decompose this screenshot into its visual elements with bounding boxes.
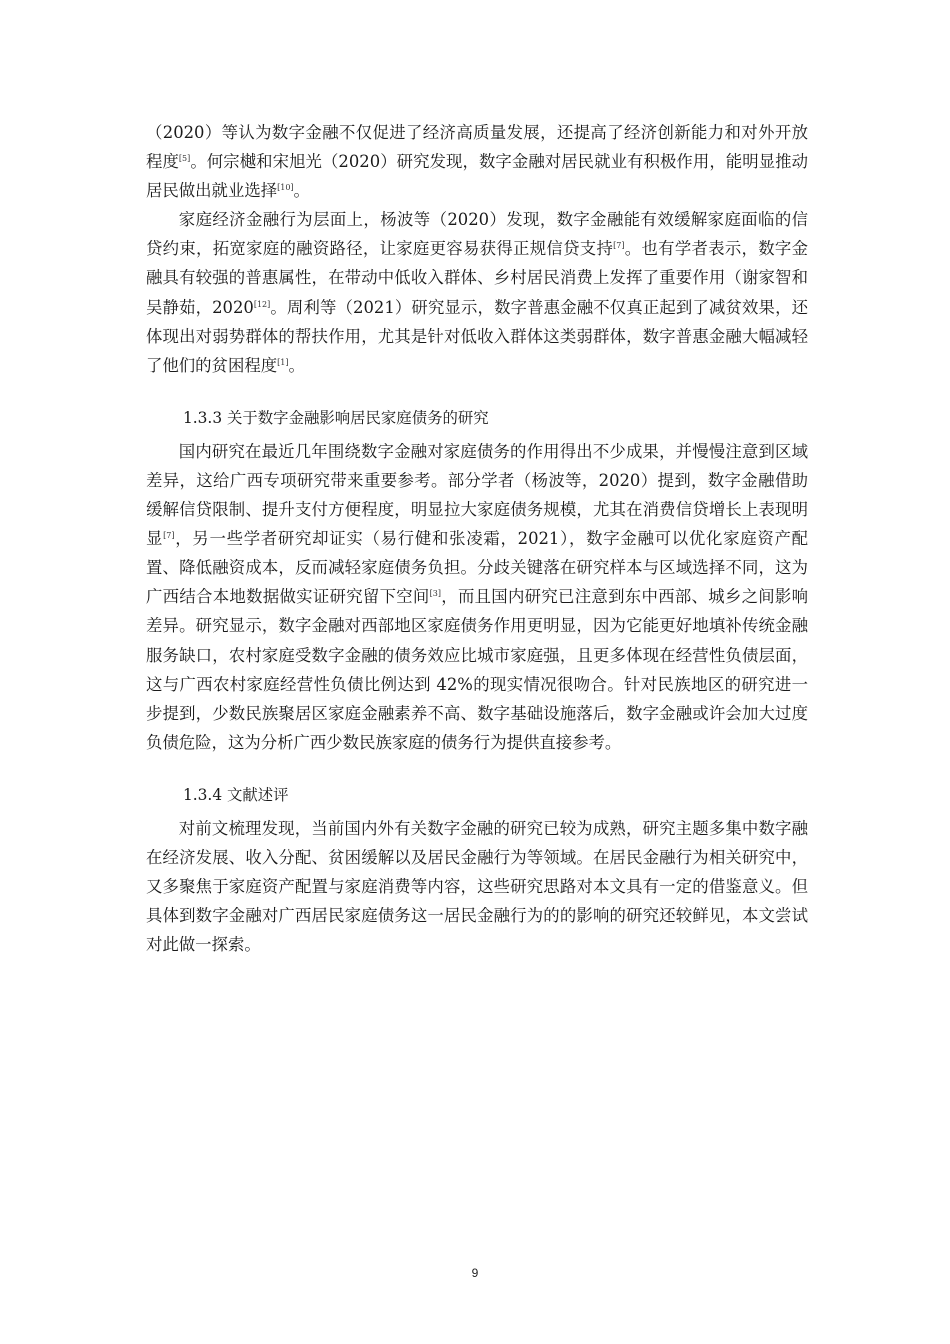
text-run: 。周利等（2021）研究显示，数字普惠金融不仅真正起到了减贫效果，还体现出对弱势群体的帮扶作用，尤其是针对低收入群体这类弱群体，数字普惠金融大幅减轻了他们的贫困程度 [146, 297, 808, 375]
citation-ref: [7] [613, 241, 625, 251]
citation-ref: [10] [277, 183, 294, 193]
section-heading: 1.3.3 关于数字金融影响居民家庭债务的研究 [182, 408, 489, 427]
citation-ref: [3] [429, 589, 441, 599]
citation-ref: [1] [277, 357, 289, 367]
paragraph [146, 814, 808, 959]
text-run: 。 [288, 355, 305, 375]
text-run: ，另一些学者研究却证实（易行健和张凌霜，2021），数字金融可以优化家庭资产配置、降低融资成本，反而减轻家庭债务负担。分歧关键落在研究样本与区域选择不同，这为广西结合本地数据做实证研究留下空间 [146, 529, 808, 607]
citation-ref: [7] [163, 531, 175, 541]
text-run: ，而且国内研究已注意到东中西部、城乡之间影响差异。研究显示，数字金融对西部地区家庭债务作用更明显，因为它能更好地填补传统金融服务缺口，农村家庭受数字金融的债务效应比城市家庭强，且更多体现在经营性负债层面，这与广西农村家庭经营性负债比例达到 42%的现实情况很吻合。针对民族地区的研究进一步提到，少数民族聚居区家庭金融素养不高、数字基础设施落后，数字金融或许会加大过度负债危险，这为分析广西少数民族家庭的债务行为提供直接参考。 [146, 587, 809, 752]
text-run: 。何宗樾和宋旭光（2020）研究发现，数字金融对居民就业有积极作用，能明显推动居民做出就业选择 [146, 152, 809, 201]
section-heading: 1.3.4 文献述评 [182, 785, 289, 804]
text-run: （2020）等认为数字金融不仅促进了经济高质量发展，还提高了经济创新能力和对外开放程度 [146, 123, 808, 172]
paragraph [146, 437, 808, 757]
citation-ref: [5] [178, 154, 191, 164]
paragraph [146, 118, 808, 205]
text-run: 。 [293, 181, 310, 201]
text-run: 家庭经济金融行为层面上，杨波等（2020）发现，数字金融能有效缓解家庭面临的信贷约束，拓宽家庭的融资路径，让家庭更容易获得正规信贷支持 [146, 210, 808, 259]
citation-ref: [12] [253, 299, 271, 309]
text-run: 对前文梳理发现，当前国内外有关数字金融的研究已较为成熟，研究主题多集中数字融在经济发展、收入分配、贫困缓解以及居民金融行为等领域。在居民金融行为相关研究中，又多聚焦于家庭资产配置与家庭消费等内容，这些研究思路对本文具有一定的借鉴意义。但具体到数字金融对广西居民家庭债务这一居民金融行为的的影响的研究还较鲜见，本文尝试对此做一探索。 [146, 818, 808, 955]
paragraph [146, 205, 808, 380]
body-text [146, 118, 808, 959]
text-run: 。也有学者表示，数字金融具有较强的普惠属性，在带动中低收入群体、乡村居民消费上发挥了重要作用（谢家智和吴静茹，2020 [146, 239, 809, 317]
page-number: 9 [471, 1266, 479, 1280]
text-run: 国内研究在最近几年围绕数字金融对家庭债务的作用得出不少成果，并慢慢注意到区域差异，这给广西专项研究带来重要参考。部分学者（杨波等，2020）提到，数字金融借助缓解信贷限制、提升支付方便程度，明显拉大家庭债务规模，尤其在消费信贷增长上表现明显 [146, 441, 808, 549]
